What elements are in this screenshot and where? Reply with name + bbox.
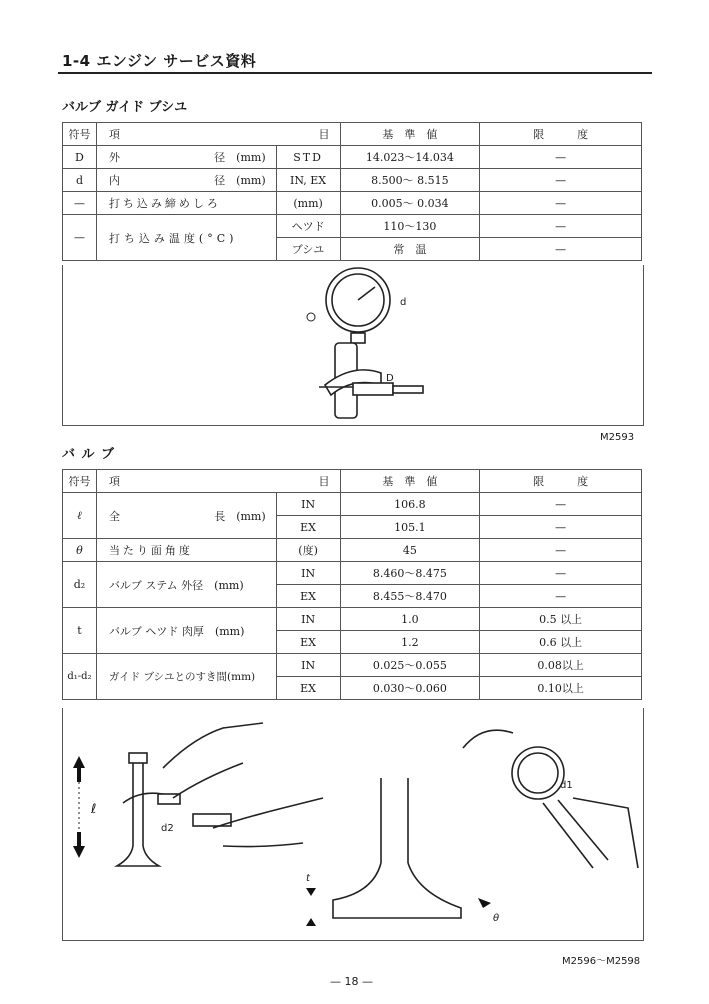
table-row: — 打ち込み温度(°C) ヘツド 110～130 —	[63, 215, 642, 238]
guide-figure-box	[62, 265, 644, 426]
header-rule	[58, 72, 652, 74]
table-row: d 内 径 (mm) IN, EX 8.500～ 8.515 —	[63, 169, 642, 192]
figure-code-guide: M2593	[600, 432, 635, 443]
table-row: ℓ 全 長 (mm) IN 106.8 —	[63, 493, 642, 516]
valve-figure-box	[62, 708, 644, 941]
col-item: 項 目	[96, 123, 340, 146]
label-D: D	[386, 373, 394, 384]
col-limit: 限 度	[480, 123, 642, 146]
label-t: t	[306, 873, 310, 884]
table-row: — 打ち込み締めしろ (mm) 0.005～ 0.034 —	[63, 192, 642, 215]
table-row: EX 1.2 0.6 以上	[63, 631, 642, 654]
table-row: θ 当たり面角度 (度) 45 —	[63, 539, 642, 562]
label-l: ℓ	[91, 802, 97, 817]
section-title-guide: バルブ ガイド ブシユ	[62, 100, 188, 115]
table-header-row	[63, 123, 642, 146]
page-title: 1-4 エンジン サービス資料	[62, 52, 257, 70]
section-title-valve: バ ル ブ	[62, 447, 116, 462]
table-header-row: 符号 項 目 基 準 値 限 度	[63, 470, 642, 493]
dial-gauge-illustration	[63, 265, 643, 425]
label-d: d	[400, 297, 407, 308]
label-theta: θ	[493, 913, 500, 924]
table-row: ブシユ 常 温 —	[63, 238, 642, 261]
valve-spec-table	[62, 469, 642, 700]
table-row: d₁-d₂ ガイド ブシユとのすき間(mm) IN 0.025～0.055 0.08以上	[63, 654, 642, 677]
page-number: — 18 —	[330, 975, 373, 988]
table-row: D 外 径 (mm) STD 14.023～14.034 —	[63, 146, 642, 169]
guide-spec-table	[62, 122, 642, 261]
table-row: d₂ バルブ ステム 外径 (mm) IN 8.460～8.475 —	[63, 562, 642, 585]
label-d2: d2	[161, 823, 174, 834]
table-row: EX 105.1 —	[63, 516, 642, 539]
table-row: EX 0.030～0.060 0.10以上	[63, 677, 642, 700]
table-row: t バルブ ヘツド 肉厚 (mm) IN 1.0 0.5 以上	[63, 608, 642, 631]
figure-code-valve: M2596～M2598	[562, 956, 641, 967]
col-symbol: 符号	[63, 123, 97, 146]
label-d1: d1	[560, 780, 573, 791]
col-standard: 基 準 値	[340, 123, 480, 146]
table-row: EX 8.455～8.470 —	[63, 585, 642, 608]
valve-measurement-illustration	[63, 708, 643, 940]
